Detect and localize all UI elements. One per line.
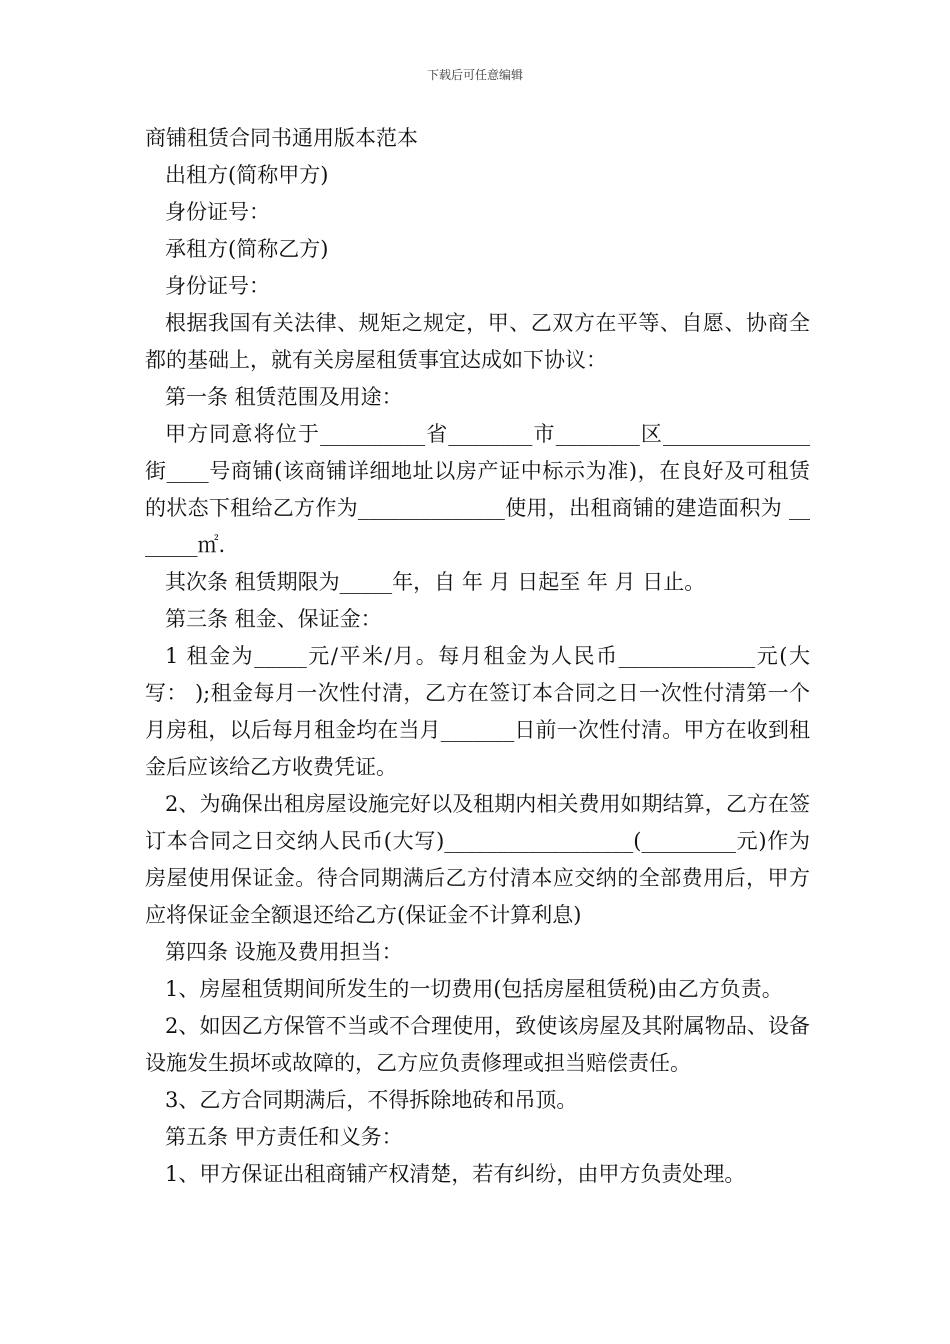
lessee-line: 承租方(简称乙方) bbox=[165, 237, 329, 261]
article-4-item-2: 2、如因乙方保管不当或不合理使用，致使该房屋及其附属物品、设备设施发生损坏或故障的，乙方应负责修理或担当赔偿责任。 bbox=[145, 1014, 810, 1075]
article-4-item-1: 1、房屋租赁期间所发生的一切费用(包括房屋租赁税)由乙方负责。 bbox=[165, 977, 783, 1001]
article-1-heading: 第一条 租赁范围及用途： bbox=[165, 385, 403, 409]
lessor-id-line: 身份证号： bbox=[165, 200, 270, 224]
document-body bbox=[145, 120, 810, 1193]
article-1-paragraph: 甲方同意将位于__________省________市________区______________ 街____号商铺(该商铺详细地址以房产证中标示为准)，在良好及可租赁的状态下租给乙方作为______________使用，出租商铺的建造面积为 _______㎡. bbox=[145, 422, 810, 557]
page-header: 下载后可任意编辑 bbox=[426, 68, 523, 82]
article-4-heading: 第四条 设施及费用担当： bbox=[165, 940, 403, 964]
preamble-paragraph: 根据我国有关法律、规矩之规定，甲、乙双方在平等、自愿、协商全都的基础上，就有关房屋租赁事宜达成如下协议： bbox=[145, 311, 810, 372]
lessee-id-line: 身份证号： bbox=[165, 274, 270, 298]
article-4-item-3: 3、乙方合同期满后，不得拆除地砖和吊顶。 bbox=[165, 1088, 578, 1112]
article-2-paragraph: 其次条 租赁期限为_____年，自 年 月 日起至 年 月 日止。 bbox=[165, 570, 706, 594]
article-3-item-2: 2、为确保出租房屋设施完好以及租期内相关费用如期结算，乙方在签订本合同之日交纳人民币(大写)__________________(_________元)作为房屋使用保证金。待合同期满后乙方付清本应交纳的全部费用后，甲方应将保证金全额退还给乙方(保证金不计算利息) bbox=[145, 792, 810, 927]
article-3-heading: 第三条 租金、保证金： bbox=[165, 607, 382, 631]
article-5-heading: 第五条 甲方责任和义务： bbox=[165, 1125, 403, 1149]
lessor-line: 出租方(简称甲方) bbox=[165, 163, 329, 187]
document-title: 商铺租赁合同书通用版本范本 bbox=[145, 126, 418, 150]
article-3-item-1: 1 租金为_____元/平米/月。每月租金为人民币_____________元(大写： );租金每月一次性付清，乙方在签订本合同之日一次性付清第一个月房租，以后每月租金均在当月_______日前一次性付清。甲方在收到租金后应该给乙方收费凭证。 bbox=[145, 644, 810, 779]
article-5-item-1: 1、甲方保证出租商铺产权清楚，若有纠纷，由甲方负责处理。 bbox=[165, 1162, 746, 1186]
